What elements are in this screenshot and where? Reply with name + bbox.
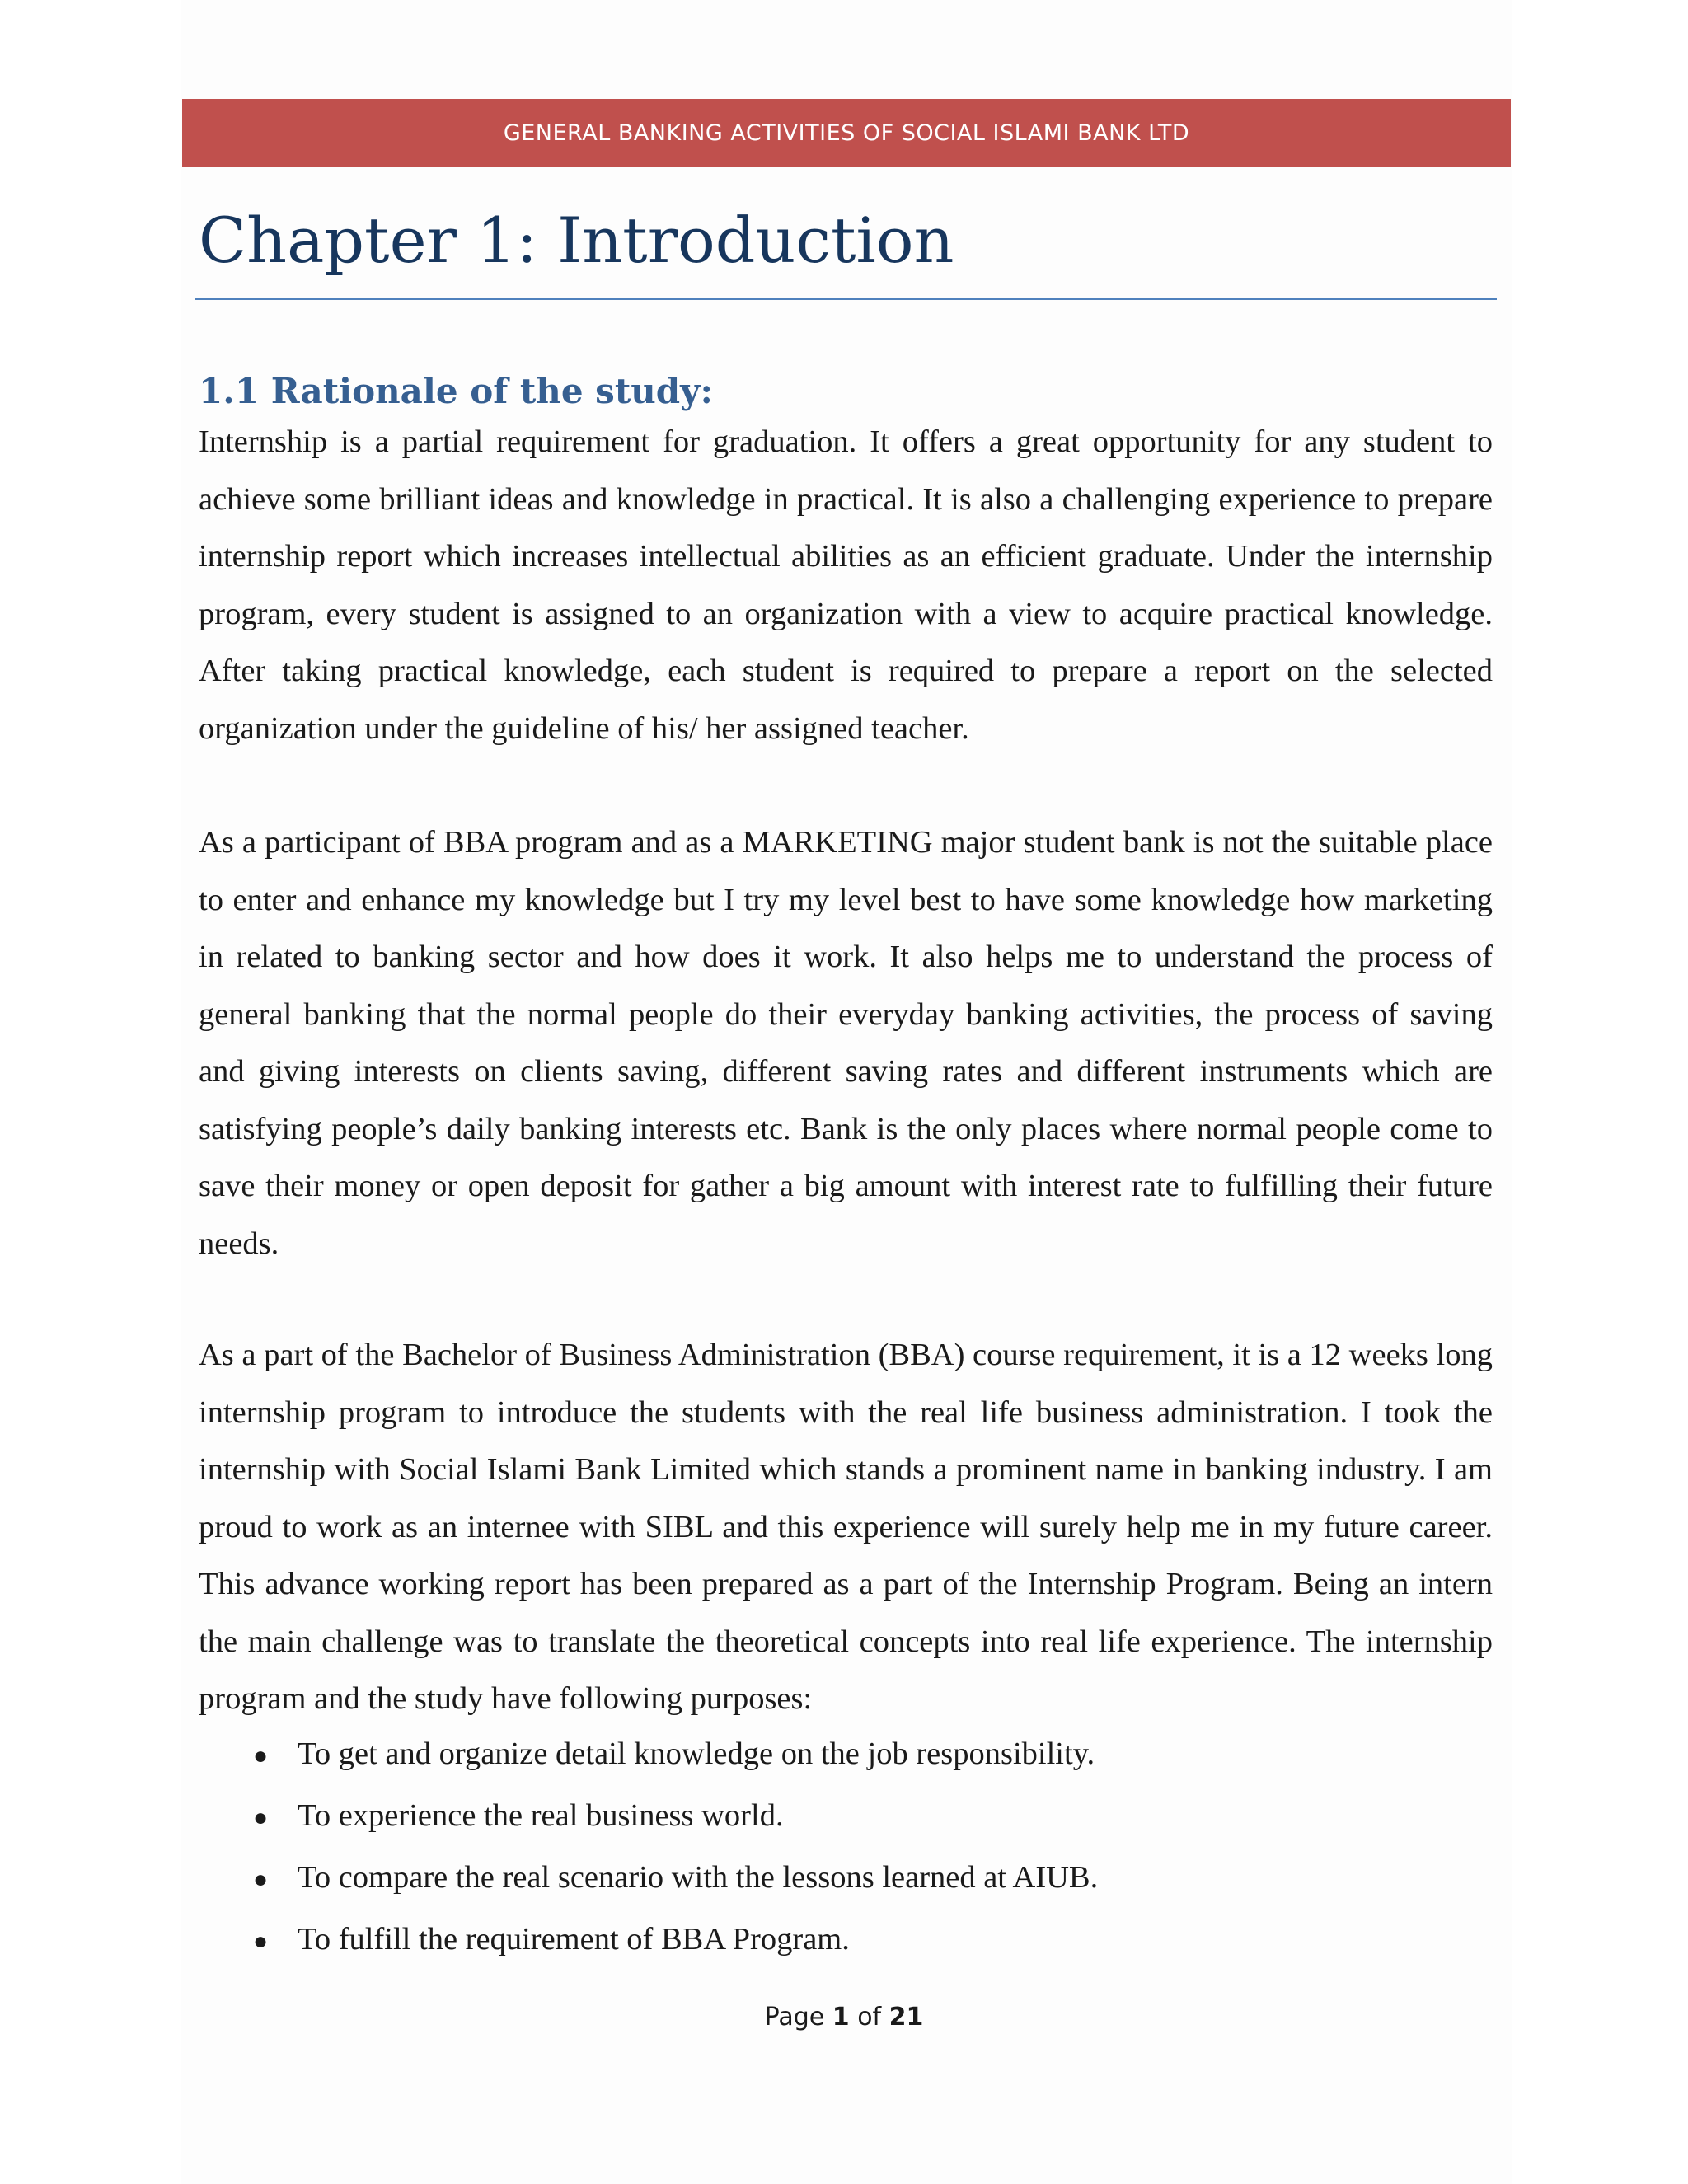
list-item-text: To fulfill the requirement of BBA Program. xyxy=(298,1922,850,1957)
list-item xyxy=(199,1724,1493,1786)
list-item xyxy=(199,1848,1493,1910)
title-divider xyxy=(195,298,1497,300)
page-footer xyxy=(0,2003,1688,2032)
list-item-text: To experience the real business world. xyxy=(298,1798,784,1833)
bullet-icon: ● xyxy=(252,1804,269,1831)
list-item-text: To compare the real scenario with the lessons learned at AIUB. xyxy=(298,1860,1099,1895)
footer-page-word: Page xyxy=(764,2003,825,2032)
footer-page-number: 1 xyxy=(832,2003,850,2032)
chapter-title: Chapter 1: Introduction xyxy=(199,204,954,277)
bullet-icon: ● xyxy=(252,1866,269,1893)
list-item xyxy=(199,1910,1493,1971)
running-header-title: GENERAL BANKING ACTIVITIES OF SOCIAL ISLAMI BANK LTD xyxy=(503,120,1190,146)
paragraph-2: As a participant of BBA program and as a MARKETING major student bank is not the suitable place to enter and enhance my knowledge but I try my level best to have some knowledge how marketing in related to banking sector and how does it work. It also helps me to understand the process of general banking that the normal people do their everyday banking activities, the process of saving and giving interests on clients saving, different saving rates and different instruments which are satisfying people’s daily banking interests etc. Bank is the only places where normal people come to save their money or open deposit for gather a big amount with interest rate to fulfilling their future needs. xyxy=(199,825,1493,1261)
list-item xyxy=(199,1786,1493,1848)
paragraph-1: Internship is a partial requirement for graduation. It offers a great opportunity for any student to achieve some brilliant ideas and knowledge in practical. It is also a challenging experience to prepare internship report which increases intellectual abilities as an efficient graduate. Under the internship program, every student is assigned to an organization with a view to acquire practical knowledge. After taking practical knowledge, each student is required to prepare a report on the selected organization under the guideline of his/ her assigned teacher. xyxy=(199,424,1493,746)
bullet-icon: ● xyxy=(252,1742,269,1769)
bullet-icon: ● xyxy=(252,1928,269,1955)
paragraph-3: As a part of the Bachelor of Business Administration (BBA) course requirement, it is a 12 weeks long internship program to introduce the students with the real life business administration. I took the internship with Social Islami Bank Limited which stands a prominent name in banking industry. I am proud to work as an internee with SIBL and this experience will surely help me in my future career. This advance working report has been prepared as a part of the Internship Program. Being an intern the main challenge was to translate the theoretical concepts into real life experience. The internship program and the study have following purposes: xyxy=(199,1338,1493,1716)
purpose-list xyxy=(199,1724,1493,1971)
running-header xyxy=(182,99,1511,167)
footer-total-pages: 21 xyxy=(889,2003,924,2032)
list-item-text: To get and organize detail knowledge on the job responsibility. xyxy=(298,1736,1095,1771)
footer-of-word: of xyxy=(857,2003,882,2032)
section-heading: 1.1 Rationale of the study: xyxy=(199,371,714,411)
